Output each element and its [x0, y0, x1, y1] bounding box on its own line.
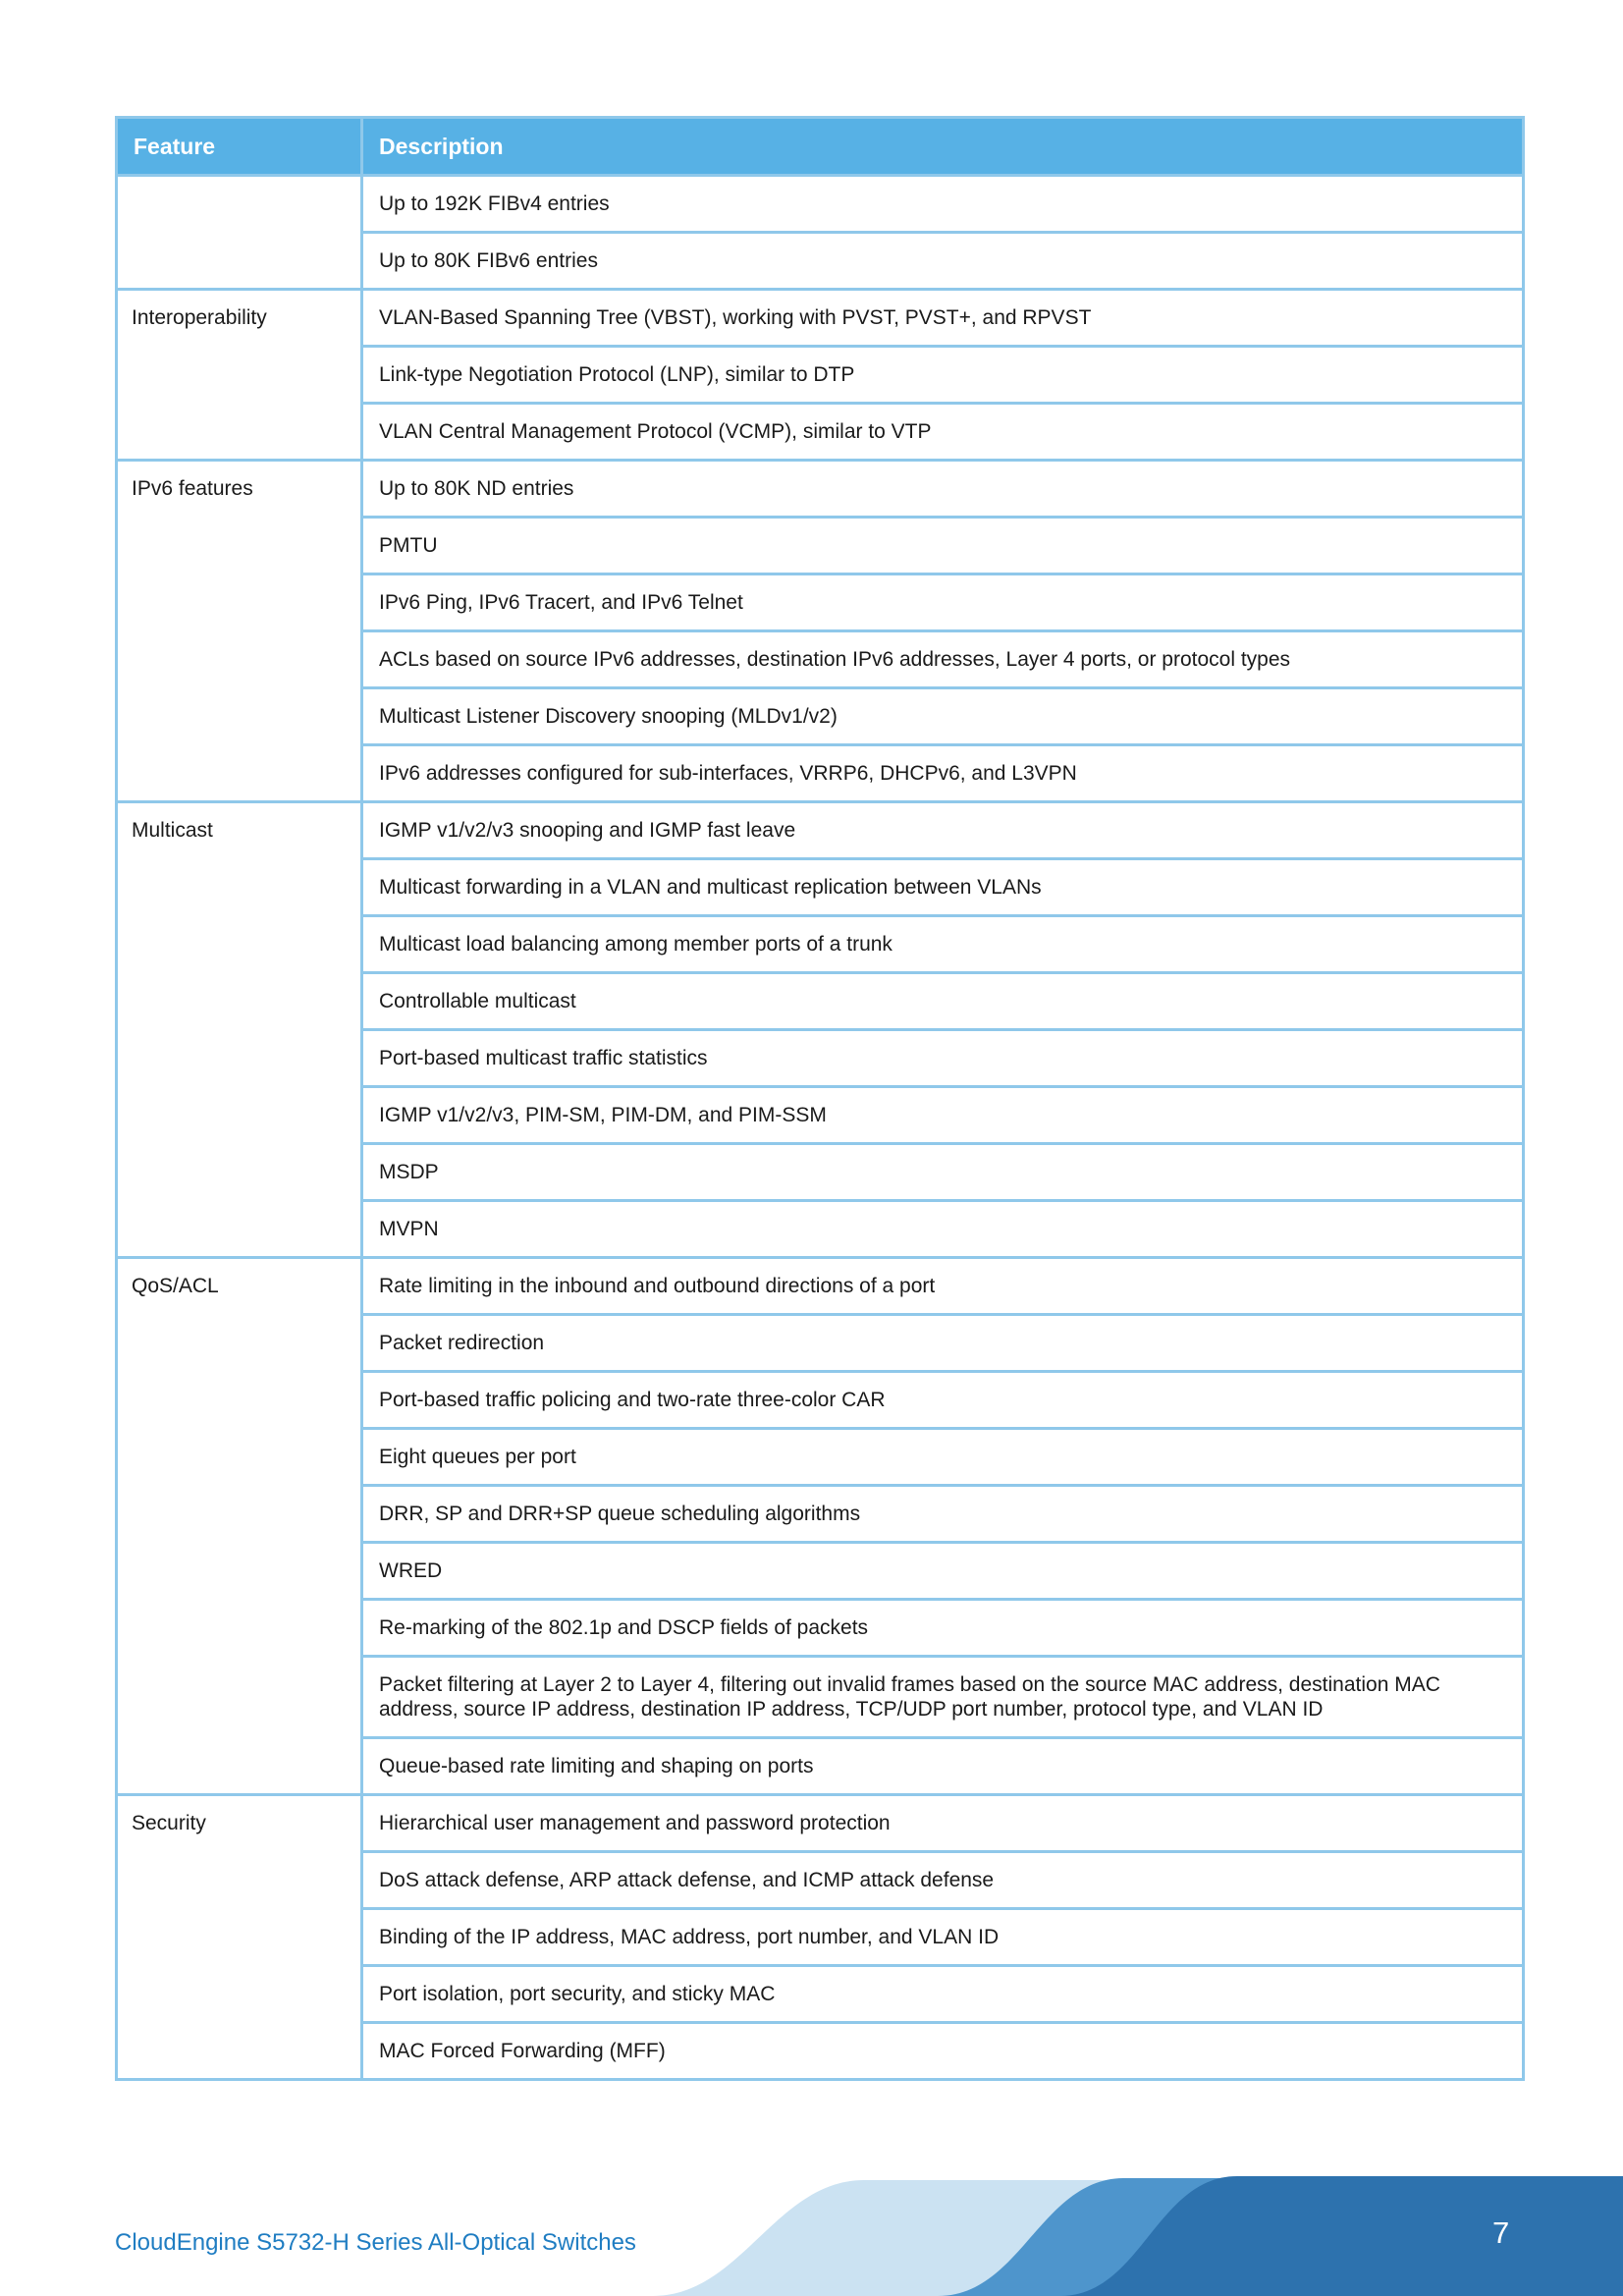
description-cell: IPv6 Ping, IPv6 Tracert, and IPv6 Telnet [362, 574, 1524, 631]
description-cell: Packet filtering at Layer 2 to Layer 4, filtering out invalid frames based on the source MAC address, destination MAC address, source IP address, destination IP address, TCP/UDP port number, protocol type, and VLAN ID [362, 1657, 1524, 1738]
description-cell: Binding of the IP address, MAC address, port number, and VLAN ID [362, 1909, 1524, 1966]
description-cell: MVPN [362, 1201, 1524, 1258]
footer-page-number: 7 [1492, 2215, 1510, 2250]
table-row [117, 1795, 1524, 1852]
description-cell: WRED [362, 1543, 1524, 1600]
description-cell: IGMP v1/v2/v3 snooping and IGMP fast leave [362, 802, 1524, 859]
description-cell: Hierarchical user management and password protection [362, 1795, 1524, 1852]
feature-cell: IPv6 features [117, 461, 362, 802]
description-cell: VLAN-Based Spanning Tree (VBST), working with PVST, PVST+, and RPVST [362, 290, 1524, 347]
description-cell: VLAN Central Management Protocol (VCMP), similar to VTP [362, 404, 1524, 461]
feature-table [115, 116, 1525, 2081]
column-header-description: Description [362, 118, 1524, 176]
description-cell: Eight queues per port [362, 1429, 1524, 1486]
table-row [117, 176, 1524, 233]
description-cell: ACLs based on source IPv6 addresses, destination IPv6 addresses, Layer 4 ports, or protocol types [362, 631, 1524, 688]
feature-cell: Security [117, 1795, 362, 2080]
table-row [117, 290, 1524, 347]
description-cell: IPv6 addresses configured for sub-interfaces, VRRP6, DHCPv6, and L3VPN [362, 745, 1524, 802]
table-row [117, 1258, 1524, 1315]
page-footer [0, 2160, 1623, 2296]
description-cell: Port-based traffic policing and two-rate three-color CAR [362, 1372, 1524, 1429]
description-cell: IGMP v1/v2/v3, PIM-SM, PIM-DM, and PIM-SSM [362, 1087, 1524, 1144]
feature-table-body [117, 176, 1524, 2080]
table-row [117, 802, 1524, 859]
description-cell: Port isolation, port security, and sticky MAC [362, 1966, 1524, 2023]
footer-wave-graphic [0, 2160, 1623, 2296]
feature-cell [117, 176, 362, 290]
header-row [117, 118, 1524, 176]
feature-cell: QoS/ACL [117, 1258, 362, 1795]
feature-cell: Interoperability [117, 290, 362, 461]
feature-cell: Multicast [117, 802, 362, 1258]
description-cell: Queue-based rate limiting and shaping on ports [362, 1738, 1524, 1795]
description-cell: Multicast load balancing among member ports of a trunk [362, 916, 1524, 973]
description-cell: Up to 80K FIBv6 entries [362, 233, 1524, 290]
description-cell: DoS attack defense, ARP attack defense, and ICMP attack defense [362, 1852, 1524, 1909]
description-cell: Up to 192K FIBv4 entries [362, 176, 1524, 233]
description-cell: Up to 80K ND entries [362, 461, 1524, 518]
table-row [117, 461, 1524, 518]
column-header-feature: Feature [117, 118, 362, 176]
description-cell: Multicast Listener Discovery snooping (MLDv1/v2) [362, 688, 1524, 745]
description-cell: PMTU [362, 518, 1524, 574]
description-cell: Packet redirection [362, 1315, 1524, 1372]
description-cell: MSDP [362, 1144, 1524, 1201]
description-cell: Controllable multicast [362, 973, 1524, 1030]
feature-table-header [117, 118, 1524, 176]
description-cell: Re-marking of the 802.1p and DSCP fields of packets [362, 1600, 1524, 1657]
description-cell: Port-based multicast traffic statistics [362, 1030, 1524, 1087]
footer-document-title: CloudEngine S5732-H Series All-Optical Switches [115, 2229, 636, 2256]
description-cell: Rate limiting in the inbound and outbound directions of a port [362, 1258, 1524, 1315]
description-cell: DRR, SP and DRR+SP queue scheduling algorithms [362, 1486, 1524, 1543]
description-cell: Multicast forwarding in a VLAN and multicast replication between VLANs [362, 859, 1524, 916]
description-cell: MAC Forced Forwarding (MFF) [362, 2023, 1524, 2080]
description-cell: Link-type Negotiation Protocol (LNP), similar to DTP [362, 347, 1524, 404]
